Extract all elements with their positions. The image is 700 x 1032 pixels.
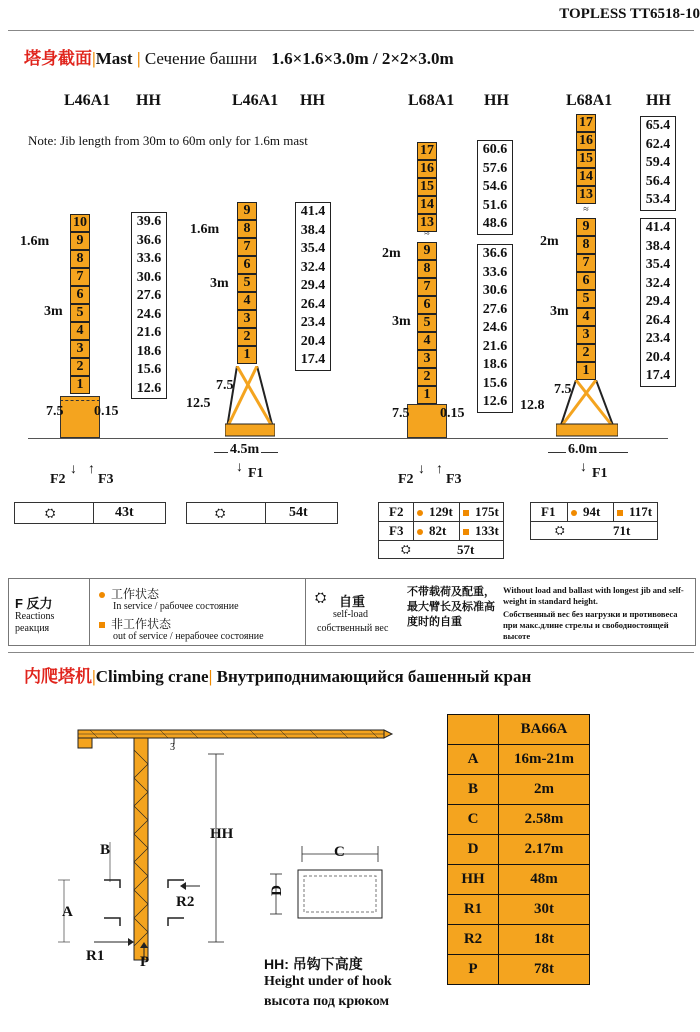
- config2-dim-base-b: 12.5: [186, 396, 211, 411]
- mast-section: 1: [237, 346, 257, 364]
- config1-weight-box: [14, 502, 166, 524]
- table-key: B: [448, 775, 499, 805]
- config1-hh-label: HH: [136, 92, 161, 109]
- table-key: R1: [448, 895, 499, 925]
- climbing-r2-label: R2: [176, 894, 195, 910]
- table-key: P: [448, 955, 499, 985]
- mast-section: 9: [417, 242, 437, 260]
- table-row: [448, 955, 590, 985]
- hh-value: 17.4: [645, 368, 671, 383]
- self-weight-icon: ⛭: [45, 505, 56, 520]
- mast-section: 4: [417, 332, 437, 350]
- legend-out-service-en: out of service / нерабочее состояние: [113, 631, 264, 642]
- legend-note-ru: Собственный вес без нагрузки и противовеса при макс.длине стрелы и свободностоящей высоте: [503, 609, 678, 641]
- mast-section: 9: [237, 202, 257, 220]
- table-row: [448, 775, 590, 805]
- mast-section: 4: [237, 292, 257, 310]
- climbing-section-title: 内爬塔机|Climbing crane| Внутриподнимающийся башенный кран: [24, 667, 532, 686]
- table-row: [448, 895, 590, 925]
- self-load-icon: ⛭: [315, 591, 327, 606]
- mast-section: 5: [576, 290, 596, 308]
- table-value: 2.17m: [499, 835, 590, 865]
- table-value: 18t: [499, 925, 590, 955]
- mast-section: 2: [70, 358, 90, 376]
- mast-section: 9: [70, 232, 90, 250]
- hh-value: 27.6: [482, 301, 508, 317]
- mast-section: 4: [576, 308, 596, 326]
- config3-hh-column: [477, 244, 513, 413]
- hh-value: 59.4: [645, 155, 671, 170]
- config4-dim-base-b: 12.8: [520, 398, 545, 413]
- climbing-a-label: A: [62, 904, 73, 920]
- config1-force-right: F3: [98, 472, 114, 487]
- hh-value: 41.4: [645, 220, 671, 235]
- legend-note-cn: 不带载荷及配重，最大臂长及标准高度时的自重: [407, 586, 495, 628]
- mast-section: 5: [70, 304, 90, 322]
- config4-force: F1: [592, 466, 608, 481]
- hh-caption-en: Height under of hook: [264, 974, 392, 989]
- mast-section: 8: [237, 220, 257, 238]
- legend-in-service-cn: 工作状态: [111, 587, 160, 601]
- legend-f-label: F 反力: [15, 596, 53, 611]
- hh-value: 41.4: [300, 204, 326, 219]
- mast-dims: 1.6×1.6×3.0m / 2×2×3.0m: [271, 49, 454, 68]
- hh-value: 62.4: [645, 136, 671, 152]
- title-cn: 塔身截面: [24, 49, 92, 68]
- hh-value: 26.4: [300, 296, 326, 312]
- mast-section: 7: [576, 254, 596, 272]
- mast-section: 1: [417, 386, 437, 404]
- legend-f-en: Reactions: [15, 611, 55, 622]
- mast-section: 7: [237, 238, 257, 256]
- hh-value: 35.4: [645, 257, 671, 272]
- title-ru: Сечение башни: [144, 49, 258, 68]
- table-row: [448, 805, 590, 835]
- config2-dim-top: 1.6m: [190, 222, 220, 237]
- hh-value: 30.6: [136, 269, 162, 285]
- climbing-hh-label: HH: [210, 826, 234, 842]
- table-header-row: [448, 715, 590, 745]
- config3-arrow-up: ↑: [436, 462, 443, 477]
- legend-self-load-ru: собственный вес: [317, 623, 389, 634]
- mast-section: 1: [576, 362, 596, 380]
- config4-arrow-down: ↓: [580, 460, 587, 475]
- climbing-title-cn: 内爬塔机: [24, 667, 92, 686]
- mast-section: 7: [70, 268, 90, 286]
- config3-force-left: F2: [398, 472, 414, 487]
- mast-section: 8: [70, 250, 90, 268]
- hh-value: 54.6: [482, 179, 508, 194]
- config3-dim-top: 2m: [382, 246, 401, 261]
- table-value: 78t: [499, 955, 590, 985]
- config1-dim-mid: 3m: [44, 304, 63, 319]
- config3-hh-label: HH: [484, 92, 509, 109]
- mast-section: 8: [576, 236, 596, 254]
- config2-dim-width: 4.5m: [230, 442, 260, 457]
- mast-section: 6: [237, 256, 257, 274]
- model-header: TOPLESS TT6518-10: [559, 6, 700, 22]
- legend-note-en: Without load and ballast with longest jib and self-weight in standard height.: [503, 585, 684, 606]
- table-row: [448, 745, 590, 775]
- table-value: 30t: [499, 895, 590, 925]
- mast-section: 13: [417, 214, 437, 232]
- mast-section: 5: [237, 274, 257, 292]
- config1-self-weight: 43t: [115, 505, 134, 520]
- table-value: 48m: [499, 865, 590, 895]
- table-row: [448, 865, 590, 895]
- hh-value: 23.4: [645, 331, 671, 346]
- hh-value: 39.6: [136, 214, 162, 229]
- config1-mast-label: L46A1: [64, 92, 111, 109]
- config1-force-left: F2: [50, 472, 66, 487]
- hh-value: 36.6: [136, 232, 162, 248]
- table-key: R2: [448, 925, 499, 955]
- config4-row1-a: 94t: [583, 504, 601, 519]
- table-key: A: [448, 745, 499, 775]
- hh-value: 57.6: [482, 160, 508, 176]
- config3-dim-mid: 3m: [392, 314, 411, 329]
- hh-value: 12.6: [136, 380, 162, 396]
- config4-hh-top-column: [640, 116, 676, 211]
- hh-value: 15.6: [136, 362, 162, 377]
- hh-value: 12.6: [482, 394, 508, 409]
- hh-value: 30.6: [482, 283, 508, 298]
- table-row: [448, 925, 590, 955]
- config2-mast-label: L46A1: [232, 92, 279, 109]
- mast-section: 15: [417, 178, 437, 196]
- hh-value: 60.6: [482, 142, 508, 157]
- table-value: 2.58m: [499, 805, 590, 835]
- climbing-title-en: Climbing crane: [95, 667, 209, 686]
- config2-weight-box: [186, 502, 338, 524]
- hh-value: 27.6: [136, 288, 162, 303]
- climbing-title-ru: Внутриподнимающийся башенный кран: [216, 667, 532, 686]
- config3-force-right: F3: [446, 472, 462, 487]
- mast-section: 17: [417, 142, 437, 160]
- mast-section: 2: [576, 344, 596, 362]
- climbing-r1-label: R1: [86, 948, 105, 964]
- mast-section: 2: [417, 368, 437, 386]
- climbing-b-label: B: [100, 842, 111, 858]
- config3-row2-label: F3: [389, 523, 404, 538]
- config4-reaction-table: [530, 502, 658, 540]
- config3-dim-base-a: 7.5: [392, 406, 410, 421]
- hh-value: 65.4: [645, 118, 671, 133]
- config1-arrow-up: ↑: [88, 462, 95, 477]
- config1-hh-column: [131, 212, 167, 399]
- hh-value: 18.6: [482, 357, 508, 372]
- config3-row1-a: 129t: [429, 504, 453, 519]
- legend-in-service-en: In service / рабочее состояние: [113, 601, 239, 612]
- table-key: HH: [448, 865, 499, 895]
- table-value: 16m-21m: [499, 745, 590, 775]
- hh-value: 56.4: [645, 173, 671, 189]
- hh-value: 35.4: [300, 241, 326, 256]
- config2-dim-mid: 3m: [210, 276, 229, 291]
- config4-dim-mid: 3m: [550, 304, 569, 319]
- mast-section: 5: [417, 314, 437, 332]
- hh-value: 23.4: [300, 315, 326, 330]
- config3-row2-b: 133t: [475, 523, 499, 538]
- hh-value: 17.4: [300, 352, 326, 367]
- config3-mast-label: L68A1: [408, 92, 455, 109]
- config2-base-legs: [225, 366, 275, 438]
- mast-section: 14: [576, 168, 596, 186]
- hh-value: 38.4: [300, 222, 326, 238]
- hh-value: 15.6: [482, 375, 508, 391]
- config4-hh-column: [640, 218, 676, 387]
- hh-value: 26.4: [645, 312, 671, 328]
- table-value: 2m: [499, 775, 590, 805]
- config3-row2-a: 82t: [429, 523, 447, 538]
- legend-f-ru: реакция: [15, 623, 50, 634]
- table-key: C: [448, 805, 499, 835]
- self-weight-icon: ⛭: [401, 542, 411, 556]
- config1-dim-base-a: 7.5: [46, 404, 64, 419]
- hh-value: 24.6: [482, 320, 508, 335]
- hh-value: 51.6: [482, 197, 508, 213]
- config4-break-mark: ≈: [583, 204, 589, 215]
- config1-mast: [70, 214, 90, 396]
- config4-row1-b: 117t: [629, 504, 653, 519]
- config2-hh-label: HH: [300, 92, 325, 109]
- header-divider: [8, 30, 694, 31]
- mast-section: 6: [70, 286, 90, 304]
- config4-self-weight: 71t: [613, 523, 631, 538]
- mast-section-title: 塔身截面|Mast | Сечение башни 1.6×1.6×3.0m / 2×2×3.0m: [24, 49, 454, 68]
- config4-mast-label: L68A1: [566, 92, 613, 109]
- table-key: D: [448, 835, 499, 865]
- mast-section: 3: [237, 310, 257, 328]
- self-weight-icon: ⛭: [215, 505, 226, 520]
- legend-self-load-cn: 自重: [339, 594, 366, 609]
- mast-section: 16: [417, 160, 437, 178]
- config3-row1-label: F2: [389, 504, 404, 519]
- mast-section: 15: [576, 150, 596, 168]
- config4-row1-label: F1: [541, 504, 556, 519]
- config3-mast-top: [417, 142, 437, 232]
- config3-row1-b: 175t: [475, 504, 499, 519]
- table-row: [448, 835, 590, 865]
- hh-value: 53.4: [645, 192, 671, 207]
- config2-force: F1: [248, 466, 264, 481]
- config2-mast: [237, 202, 257, 366]
- plan-d-label: D: [268, 885, 285, 896]
- mast-section: 7: [417, 278, 437, 296]
- config2-hh-column: [295, 202, 331, 371]
- mast-section: 6: [417, 296, 437, 314]
- hh-value: 33.6: [482, 264, 508, 280]
- jib-note: Note: Jib length from 30m to 60m only for 1.6m mast: [28, 133, 308, 148]
- config2-arrow-down: ↓: [236, 460, 243, 475]
- config1-dim-base-b: 0.15: [94, 404, 119, 419]
- legend-out-service-cn: 非工作状态: [111, 617, 172, 631]
- config1-dim-top: 1.6m: [20, 234, 50, 249]
- climbing-p-label: P: [140, 954, 150, 970]
- config2-dim-base-a: 7.5: [216, 378, 234, 393]
- hh-caption-cn: HH: 吊钩下高度: [264, 956, 363, 972]
- ba66a-spec-table: [447, 714, 590, 985]
- climbing-divider: [8, 652, 694, 653]
- table-header-model: BA66A: [499, 715, 590, 745]
- config1-base-marker: [60, 400, 100, 403]
- hh-value: 36.6: [482, 246, 508, 261]
- legend-band: [8, 578, 696, 646]
- hh-value: 48.6: [482, 216, 508, 231]
- mast-section: 16: [576, 132, 596, 150]
- legend-self-load-en: self-load: [333, 609, 368, 620]
- hh-value: 21.6: [482, 338, 508, 354]
- table-header-empty: [448, 715, 499, 745]
- hh-value: 20.4: [300, 333, 326, 349]
- hh-value: 32.4: [300, 259, 326, 275]
- plan-c-label: C: [334, 844, 345, 860]
- mast-section: 4: [70, 322, 90, 340]
- mast-section: 17: [576, 114, 596, 132]
- mast-section: 3: [576, 326, 596, 344]
- config3-break-mark: ≈: [424, 228, 430, 239]
- hh-value: 21.6: [136, 325, 162, 340]
- config3-arrow-down: ↓: [418, 462, 425, 477]
- hh-value: 29.4: [300, 278, 326, 293]
- config3-dim-base-b: 0.15: [440, 406, 465, 421]
- config3-hh-top-column: [477, 140, 513, 235]
- config4-mast: [576, 218, 596, 380]
- self-weight-icon: ⛭: [555, 523, 565, 537]
- hh-value: 33.6: [136, 251, 162, 266]
- config4-dim-base-a: 7.5: [554, 382, 572, 397]
- mast-section: 13: [576, 186, 596, 204]
- hh-value: 38.4: [645, 238, 671, 254]
- config2-self-weight: 54t: [289, 505, 308, 520]
- hh-value: 18.6: [136, 343, 162, 359]
- hh-value: 29.4: [645, 294, 671, 309]
- hh-value: 24.6: [136, 306, 162, 322]
- mast-section: 10: [70, 214, 90, 232]
- config1-arrow-down: ↓: [70, 462, 77, 477]
- hh-value: 32.4: [645, 275, 671, 291]
- mast-section: 8: [417, 260, 437, 278]
- config3-reaction-table: [378, 502, 504, 559]
- mast-section: 3: [70, 340, 90, 358]
- config3-self-weight: 57t: [457, 542, 475, 557]
- title-en: Mast: [95, 49, 133, 68]
- hh-value: 20.4: [645, 349, 671, 365]
- mast-section: 6: [576, 272, 596, 290]
- svg-text:3: 3: [170, 742, 175, 753]
- config4-hh-label: HH: [646, 92, 671, 109]
- mast-section: 14: [417, 196, 437, 214]
- mast-section: 1: [70, 376, 90, 394]
- config4-dim-width: 6.0m: [568, 442, 598, 457]
- config4-dim-top: 2m: [540, 234, 559, 249]
- mast-section: 2: [237, 328, 257, 346]
- mast-section: 3: [417, 350, 437, 368]
- mast-section: 9: [576, 218, 596, 236]
- hh-caption-ru: высота под крюком: [264, 994, 390, 1009]
- config3-mast: [417, 242, 437, 404]
- config4-mast-top: [576, 114, 596, 204]
